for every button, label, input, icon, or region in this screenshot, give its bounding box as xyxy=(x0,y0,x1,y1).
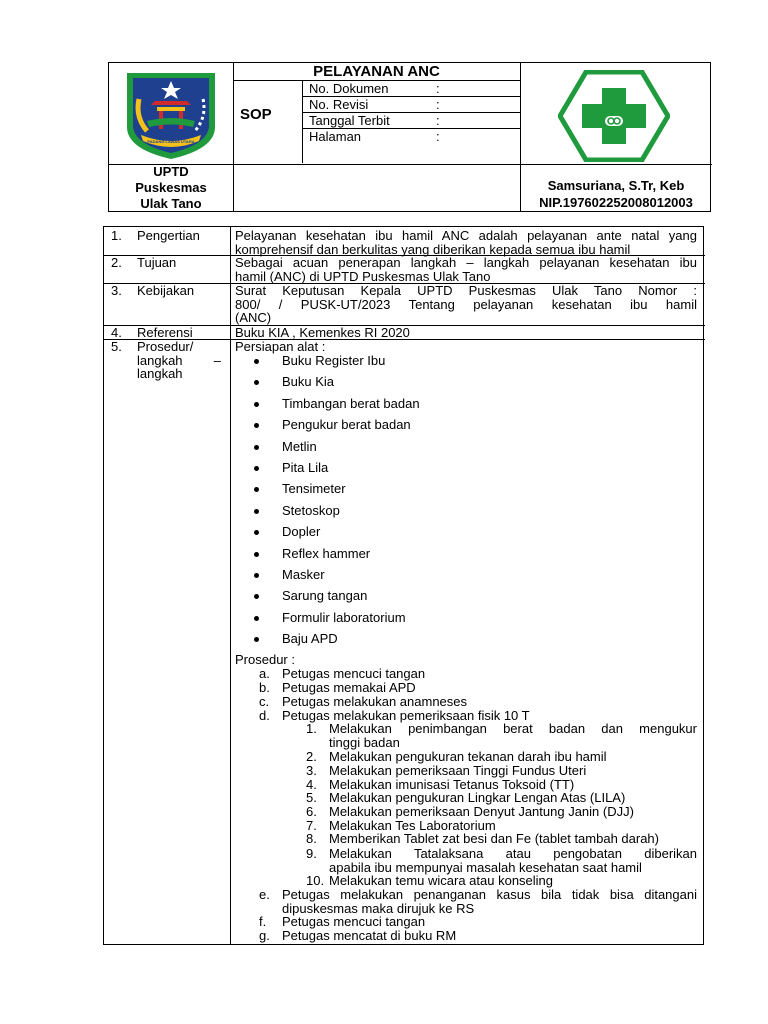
field-label: No. Dokumen xyxy=(309,81,389,96)
substep-text: Melakukan pengukuran Lingkar Lengan Atas (LILA) xyxy=(329,790,626,805)
text-line: Melakukan Tatalaksana atau pengobatan diberikan xyxy=(329,846,697,861)
step-text: Petugas melakukan pemeriksaan fisik 10 T xyxy=(282,708,530,723)
list-item: Masker xyxy=(282,567,325,582)
step-text: Petugas memakai APD xyxy=(282,680,416,695)
step-text: Petugas melakukan anamneses xyxy=(282,694,468,709)
divider xyxy=(230,227,231,944)
step-text: Petugas mencuci tangan xyxy=(282,914,426,929)
bullet-icon xyxy=(254,530,259,535)
substep-text: Memberikan Tablet zat besi dan Fe (tablet tambah darah) xyxy=(329,831,659,846)
bullet-icon xyxy=(254,380,259,385)
text-line: Petugas melakukan penanganan kasus bila tidak bisa ditangani xyxy=(282,887,697,902)
signer-nip: NIP.197602252008012003 xyxy=(539,195,693,210)
text-line: Sebagai acuan penerapan langkah – langkah pelayanan kesehatan ibu xyxy=(235,255,697,270)
bullet-icon xyxy=(254,509,259,514)
list-item: Buku Kia xyxy=(282,374,335,389)
list-item: Formulir laboratorium xyxy=(282,610,406,625)
text-line: hamil (ANC) di UPTD Puskesmas Ulak Tano xyxy=(235,268,491,284)
text-line: Surat Keputusan Kepala UPTD Puskesmas Ulak Tano Nomor : xyxy=(235,283,697,298)
row-number: 5. xyxy=(111,339,122,354)
substep-text: Melakukan imunisasi Tetanus Toksoid (TT) xyxy=(329,777,575,792)
org-line: Ulak Tano xyxy=(140,196,202,211)
divider xyxy=(302,80,303,163)
bullet-icon xyxy=(254,466,259,471)
org-line: UPTD xyxy=(153,164,189,179)
substep-marker: 5. xyxy=(306,790,317,805)
substep-text xyxy=(329,722,697,750)
substep-text xyxy=(329,847,697,875)
list-item: Reflex hammer xyxy=(282,546,371,561)
bullet-icon xyxy=(254,594,259,599)
organization-name xyxy=(109,164,233,212)
prosedur-heading: Prosedur : xyxy=(235,652,295,667)
bullet-icon xyxy=(254,445,259,450)
list-item: Dopler xyxy=(282,524,321,539)
field-separator: : xyxy=(436,81,440,96)
step-marker: d. xyxy=(259,708,270,723)
bullet-icon xyxy=(254,359,259,364)
list-item: Stetoskop xyxy=(282,503,340,518)
label-line: Prosedur/ xyxy=(137,339,194,354)
row-label xyxy=(137,340,221,381)
list-item: Buku Register Ibu xyxy=(282,353,386,368)
substep-marker: 9. xyxy=(306,846,317,861)
row-number: 1. xyxy=(111,228,122,243)
step-text xyxy=(282,888,697,916)
field-separator: : xyxy=(436,113,440,128)
referensi-text: Buku KIA , Kemenkes RI 2020 xyxy=(235,325,410,340)
persiapan-heading: Persiapan alat : xyxy=(235,339,326,354)
row-number: 3. xyxy=(111,283,122,298)
sop-header-table xyxy=(108,62,711,212)
text-line: apabila ibu mempunyai masalah kesehatan saat hamil xyxy=(329,860,642,875)
signer-name: Samsuriana, S.Tr, Keb xyxy=(547,178,685,193)
kebijakan-text xyxy=(235,284,697,325)
field-separator: : xyxy=(436,129,440,144)
step-marker: a. xyxy=(259,666,270,681)
substep-marker: 3. xyxy=(306,763,317,778)
sop-label: SOP xyxy=(240,106,272,123)
substep-marker: 4. xyxy=(306,777,317,792)
bullet-icon xyxy=(254,402,259,407)
text-line: Pelayanan kesehatan ibu hamil ANC adalah pelayanan ante natal yang xyxy=(235,228,697,243)
text-line: dipuskesmas maka dirujuk ke RS xyxy=(282,901,475,916)
row-number: 4. xyxy=(111,325,122,340)
row-label: Referensi xyxy=(137,325,193,340)
row-label: Pengertian xyxy=(137,228,200,243)
substep-marker: 1. xyxy=(306,721,317,736)
substep-marker: 2. xyxy=(306,749,317,764)
list-item: Tensimeter xyxy=(282,481,346,496)
list-item: Pengukur berat badan xyxy=(282,417,411,432)
text-line: 800/ / PUSK-UT/2023 Tentang pelayanan kesehatan ibu hamil xyxy=(235,296,697,312)
substep-text: Melakukan pengukuran tekanan darah ibu hamil xyxy=(329,749,607,764)
list-item: Baju APD xyxy=(282,631,338,646)
bullet-icon xyxy=(254,487,259,492)
tujuan-text xyxy=(235,256,697,283)
bullet-icon xyxy=(254,552,259,557)
org-line: Puskesmas xyxy=(135,180,207,195)
step-marker: c. xyxy=(259,694,270,709)
row-number: 2. xyxy=(111,255,122,270)
list-item: Pita Lila xyxy=(282,460,329,475)
bullet-icon xyxy=(254,616,259,621)
puskesmas-logo xyxy=(558,70,670,162)
substep-marker: 8. xyxy=(306,831,317,846)
text-line: tinggi badan xyxy=(329,735,400,750)
label-line: langkah – xyxy=(137,352,221,368)
substep-text: Melakukan pemeriksaan Denyut Jantung Janin (DJJ) xyxy=(329,804,634,819)
list-item: Sarung tangan xyxy=(282,588,368,603)
logo-motto: PADANG LAWAS UTARA xyxy=(147,139,195,144)
bullet-icon xyxy=(254,637,259,642)
list-item: Timbangan berat badan xyxy=(282,396,420,411)
step-marker: g. xyxy=(259,928,270,943)
bullet-icon xyxy=(254,573,259,578)
field-label: Tanggal Terbit xyxy=(309,113,390,128)
text-line: (ANC) xyxy=(235,310,272,325)
row-label: Kebijakan xyxy=(137,283,195,298)
step-text: Petugas mencatat di buku RM xyxy=(282,928,457,943)
field-label: Halaman xyxy=(309,129,362,144)
substep-text: Melakukan temu wicara atau konseling xyxy=(329,873,554,888)
substep-marker: 10. xyxy=(306,873,325,888)
regional-emblem-logo xyxy=(123,69,219,161)
text-line: komprehensif dan berkulitas yang diberikan kepada semua ibu hamil xyxy=(235,241,631,257)
field-separator: : xyxy=(436,97,440,112)
text-line: Melakukan penimbangan berat badan dan mengukur xyxy=(329,721,697,736)
substep-marker: 7. xyxy=(306,818,317,833)
substep-text: Melakukan pemeriksaan Tinggi Fundus Uteri xyxy=(329,763,587,778)
document-title: PELAYANAN ANC xyxy=(313,63,440,80)
step-marker: e. xyxy=(259,887,270,902)
list-item: Metlin xyxy=(282,439,317,454)
step-marker: b. xyxy=(259,680,270,695)
substep-text: Melakukan Tes Laboratorium xyxy=(329,818,496,833)
step-marker: f. xyxy=(259,914,267,929)
bullet-icon xyxy=(254,423,259,428)
field-label: No. Revisi xyxy=(309,97,369,112)
pengertian-text xyxy=(235,229,697,256)
label-line: langkah xyxy=(137,366,183,381)
substep-marker: 6. xyxy=(306,804,317,819)
divider xyxy=(233,63,234,211)
step-text: Petugas mencuci tangan xyxy=(282,666,426,681)
row-label: Tujuan xyxy=(137,255,177,270)
